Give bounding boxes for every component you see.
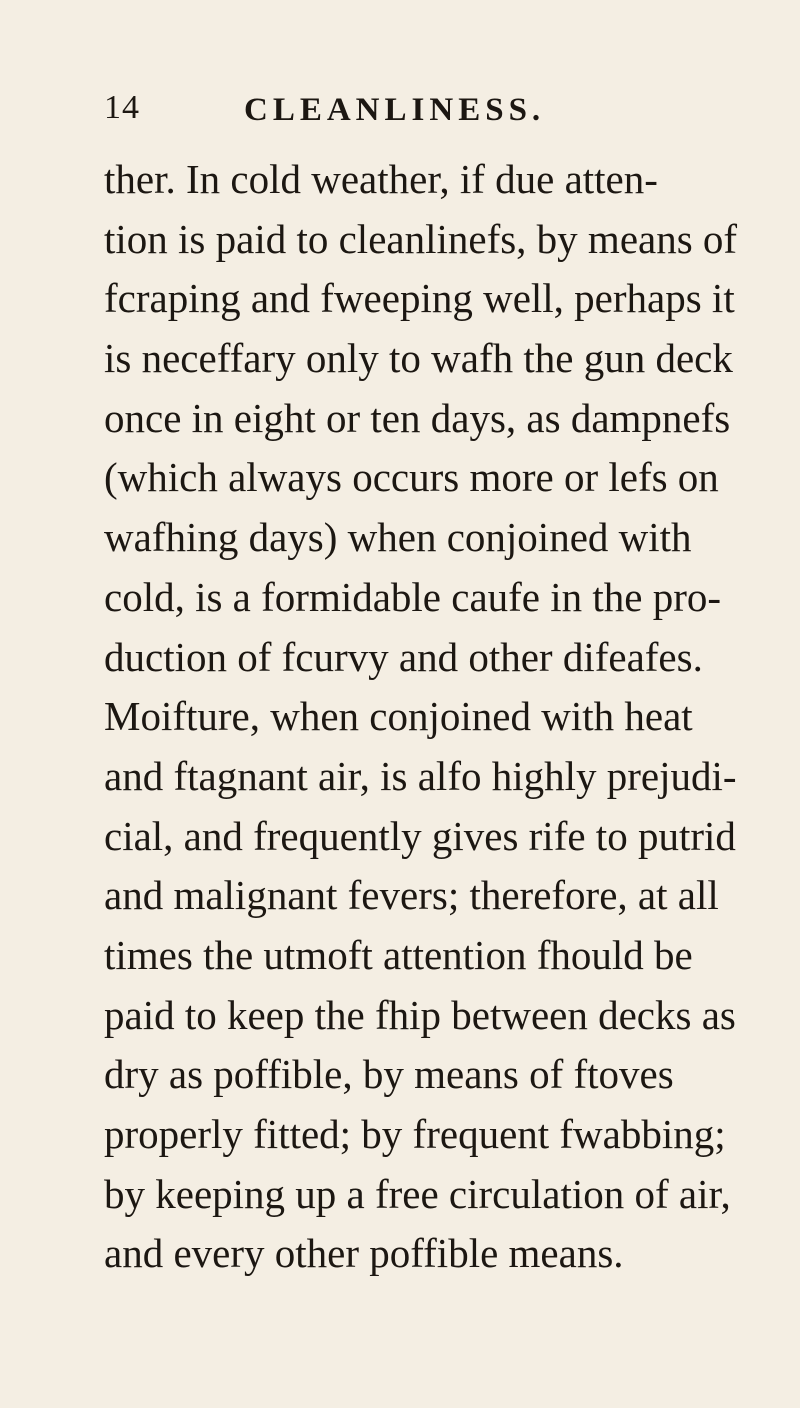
text-line: tion is paid to cleanlinefs, by means of xyxy=(104,215,738,262)
text-line: fcraping and fweeping well, perhaps it xyxy=(104,275,735,322)
text-line: once in eight or ten days, as dampnefs xyxy=(104,394,731,441)
text-line: duction of fcurvy and other difeafes. xyxy=(104,633,703,680)
body-text xyxy=(104,150,764,1284)
text-line: and malignant fevers; therefore, at all xyxy=(104,872,719,919)
text-line: and every other poffible means. xyxy=(104,1230,624,1277)
text-line: ther. In cold weather, if due atten- xyxy=(104,156,658,202)
text-line: (which always occurs more or lefs on xyxy=(104,454,719,501)
page-header xyxy=(104,88,744,132)
text-line: cold, is a formidable caufe in the pro- xyxy=(104,573,722,620)
text-line: times the utmoft attention fhould be xyxy=(104,931,693,978)
text-line: paid to keep the fhip between decks as xyxy=(104,991,736,1038)
text-line: wafhing days) when conjoined with xyxy=(104,514,692,561)
text-line: is neceffary only to wafh the gun deck xyxy=(104,335,733,382)
text-line: by keeping up a free circulation of air, xyxy=(104,1170,731,1217)
text-line: cial, and frequently gives rife to putrid xyxy=(104,812,736,859)
text-line: Moifture, when conjoined with heat xyxy=(104,693,693,740)
text-line: dry as poffible, by means of ftoves xyxy=(104,1051,674,1098)
page-number: 14 xyxy=(104,89,140,126)
running-head: CLEANLINESS. xyxy=(244,92,546,128)
text-line: and ftagnant air, is alfo highly prejudi- xyxy=(104,752,737,799)
text-line: properly fitted; by frequent fwabbing; xyxy=(104,1111,726,1157)
